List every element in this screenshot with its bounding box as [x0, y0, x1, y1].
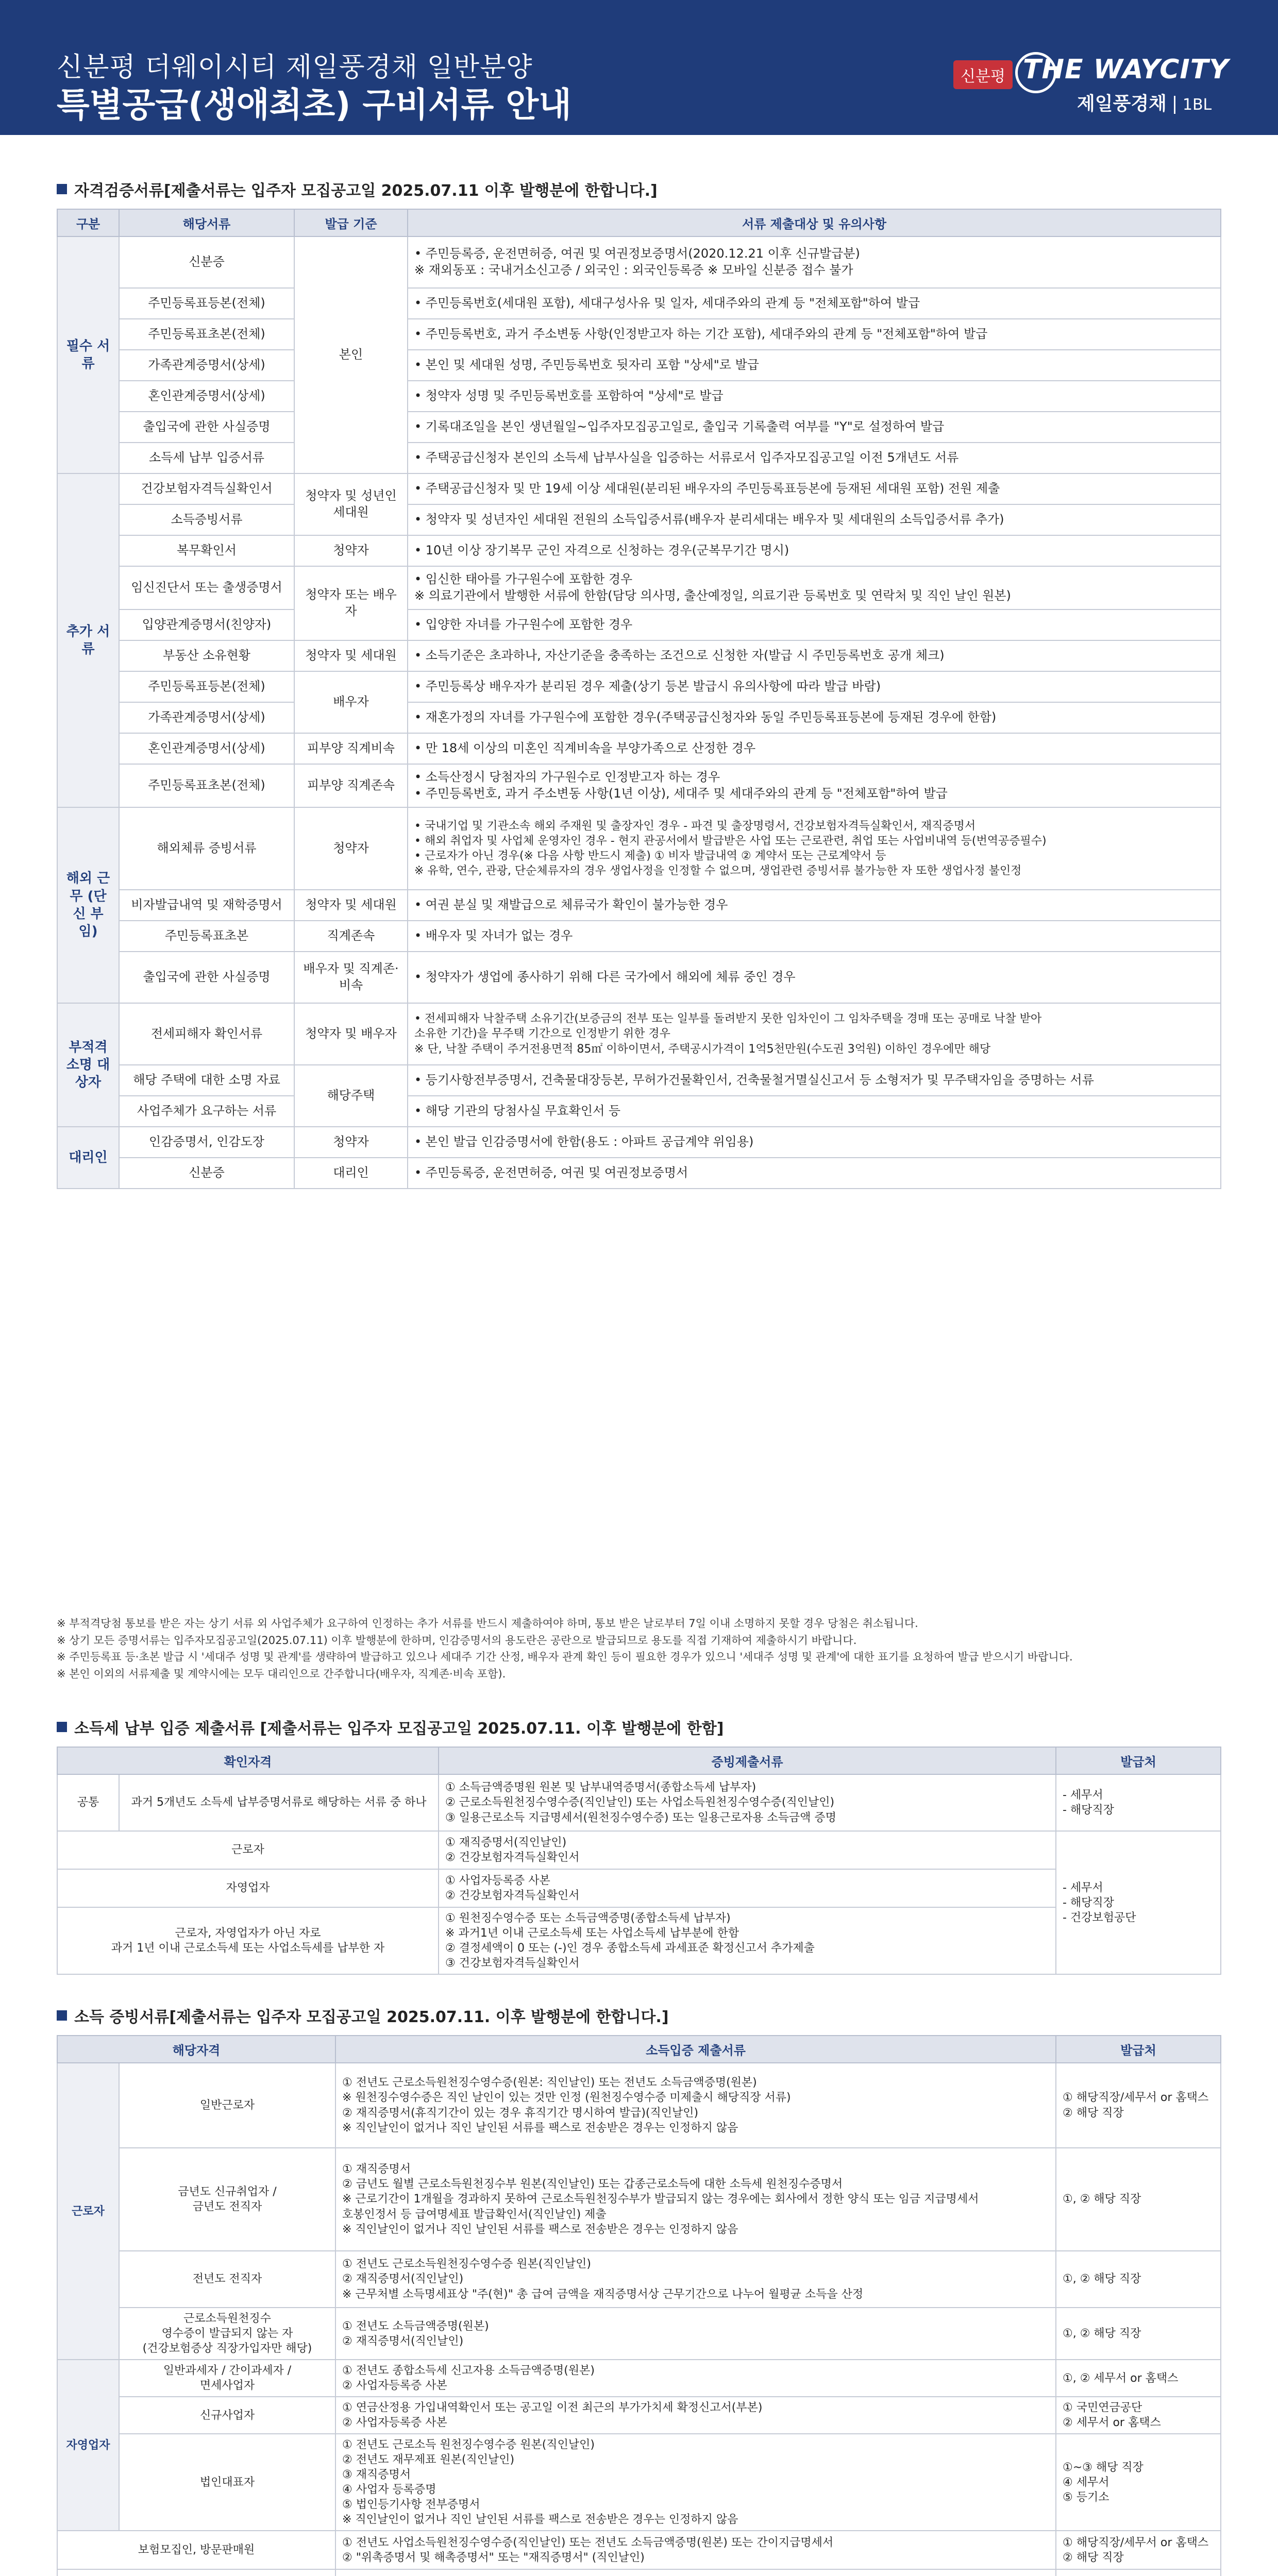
table-row [57, 733, 1221, 764]
income-proof-table [57, 2035, 1221, 2576]
section-notes [57, 1615, 1221, 1682]
table-row [57, 473, 1221, 504]
note-cell: • 국내기업 및 기관소속 해외 주재원 및 출장자인 경우 - 파견 및 출장명령서, 건강보험자격득실확인서, 재직증명서 • 해외 취업자 및 사업체 운영자인 경우 - 현지 관공서에서 발급받은 사업 또는 근로관련, 취업 또는 사업비내역 등(번역공증필수) • 근로자가 아닌 경우(※ 다음 사항 반드시 제출) ① 비자 발급내역 ② 계약서 또는 근로계약서 등 ※ 유학, 연수, 관광, 단순체류자의 경우 생업사정을 인정할 수 없으며, 생업관련 증빙서류 불가능한 자 또한 생업사정 불인정 [408, 807, 1221, 890]
doc-cell: 건강보험자격득실확인서 [119, 473, 294, 504]
brand-logo [953, 49, 1229, 116]
doc-cell: 사업주체가 요구하는 서류 [119, 1096, 294, 1127]
col-header: 발급처 [1056, 2036, 1221, 2063]
group-label: 공통 [57, 1774, 119, 1831]
col-header: 해당자격 [57, 2036, 335, 2063]
table-row [57, 1907, 1221, 1974]
col-header: 확인자격 [57, 1747, 439, 1774]
table-row [57, 412, 1221, 443]
table-row [57, 921, 1221, 952]
note-line: ※ 본인 이외의 서류제출 및 계약시에는 모두 대리인으로 간주합니다(배우자, 직계존·비속 포함). [57, 1667, 506, 1680]
note-cell: • 여권 분실 및 재발급으로 체류국가 확인이 불가능한 경우 [408, 890, 1221, 921]
doc-cell: 신분증 [119, 236, 294, 288]
table-row [57, 1127, 1221, 1158]
qual-cell: 전년도 전직자 [119, 2251, 335, 2308]
docs-cell: ① 재직증명서(직인날인) ② 건강보험자격득실확인서 [439, 1831, 1056, 1869]
doc-cell: 주민등록표초본(전체) [119, 319, 294, 350]
table-row [57, 2148, 1221, 2251]
group-label: 해외 근무 (단신 부임) [57, 807, 119, 1003]
qual-cell: 자영업자 [57, 1869, 439, 1907]
square-bullet-icon [57, 2010, 67, 2021]
table-row [57, 764, 1221, 807]
doc-cell: 혼인관계증명서(상세) [119, 733, 294, 764]
note-cell: • 10년 이상 장기복무 군인 자격으로 신청하는 경우(군복무기간 명시) [408, 535, 1221, 566]
table-row [57, 1869, 1221, 1907]
table-row [57, 952, 1221, 1003]
section-title [57, 178, 1221, 200]
basis-cell: 직계존속 [294, 921, 408, 952]
note-cell: • 본인 및 세대원 성명, 주민등록번호 뒷자리 포함 "상세"로 발급 [408, 350, 1221, 381]
table-row [57, 381, 1221, 412]
basis-cell: 청약자 [294, 535, 408, 566]
table-row [57, 807, 1221, 890]
note-cell: • 주택공급신청자 본인의 소득세 납부사실을 입증하는 서류로서 입주자모집공고일 이전 5개년도 서류 [408, 443, 1221, 473]
logo-badge: 신분평 [953, 60, 1013, 89]
table-header-row [57, 2036, 1221, 2063]
issuer-cell: ① 해당직장/세무서 or 홈택스 ② 해당 직장 [1056, 2063, 1221, 2148]
docs-cell: ① 전년도 근로소득 원천징수영수증 원본(직인날인) ② 전년도 재무제표 원본(직인날인) ③ 재직증명서 ④ 사업자 등록증명 ⑤ 법인등기사항 전부증명서 ※ 직인날인이 없거나 직인 날인된 서류를 팩스로 전송받은 경우는 인정하지 않음 [335, 2434, 1056, 2531]
doc-cell: 해당 주택에 대한 소명 자료 [119, 1065, 294, 1096]
table-header-row [57, 209, 1221, 236]
issuer-cell: ①, ② 해당 직장 [1056, 2251, 1221, 2308]
income-tax-table [57, 1747, 1221, 1975]
doc-cell: 혼인관계증명서(상세) [119, 381, 294, 412]
doc-cell: 비자발급내역 및 재학증명서 [119, 890, 294, 921]
group-label: 부적격 소명 대상자 [57, 1003, 119, 1127]
logo-sub [1077, 89, 1212, 115]
issuer-cell: ①, ② 해당 직장 [1056, 2148, 1221, 2251]
table-row [57, 288, 1221, 319]
table-row [57, 566, 1221, 609]
issuer-cell [1056, 2569, 1221, 2576]
basis-cell: 피부양 직계비속 [294, 733, 408, 764]
note-cell: • 주민등록상 배우자가 분리된 경우 제출(상기 등본 발급시 유의사항에 따라 발급 바람) [408, 671, 1221, 702]
docs-cell: ① 전년도 종합소득세 신고자용 소득금액증명(원본) ② 사업자등록증 사본 [335, 2360, 1056, 2397]
note-cell: • 입양한 자녀를 가구원수에 포함한 경우 [408, 609, 1221, 640]
page-header [0, 0, 1278, 135]
basis-cell: 청약자 [294, 807, 408, 890]
section-qualification-docs [57, 178, 1221, 1189]
table-row [57, 2360, 1221, 2397]
basis-cell: 해당주택 [294, 1065, 408, 1127]
doc-cell: 임신진단서 또는 출생증명서 [119, 566, 294, 609]
section-title-text: 자격검증서류[제출서류는 입주자 모집공고일 2025.07.11 이후 발행분에 한합니다.] [74, 182, 658, 200]
table-row [57, 2063, 1221, 2148]
note-cell: • 주민등록증, 운전면허증, 여권 및 여권정보증명서(2020.12.21 이후 신규발급분) ※ 재외동포 : 국내거소신고증 / 외국인 : 외국인등록증 ※ 모바일 신분증 접수 불가 [408, 236, 1221, 288]
doc-cell: 부동산 소유현황 [119, 640, 294, 671]
section-title-text: 소득세 납부 입증 제출서류 [제출서류는 입주자 모집공고일 2025.07.11. 이후 발행분에 한함] [74, 1720, 724, 1738]
section-title [57, 1716, 1221, 1738]
qual-cell: 근로자, 자영업자가 아닌 자로 과거 1년 이내 근로소득세 또는 사업소득세를 납부한 자 [57, 1907, 439, 1974]
note-cell: • 주민등록번호(세대원 포함), 세대구성사유 및 일자, 세대주와의 관계 등 "전체포함"하여 발급 [408, 288, 1221, 319]
note-cell: • 만 18세 이상의 미혼인 직계비속을 부양가족으로 산정한 경우 [408, 733, 1221, 764]
table-row [57, 535, 1221, 566]
qual-cell: 법인대표자 [119, 2434, 335, 2531]
doc-cell: 소득세 납부 입증서류 [119, 443, 294, 473]
page-subtitle: 신분평 더웨이시티 제일풍경채 일반분양 [57, 52, 533, 83]
group-label: 근로자 [57, 2063, 119, 2360]
table-row [57, 1096, 1221, 1127]
docs-cell: ① 사업자등록증 사본 ② 건강보험자격득실확인서 [439, 1869, 1056, 1907]
issuer-cell: ① 국민연금공단 ② 세무서 or 홈택스 [1056, 2397, 1221, 2434]
doc-cell: 신분증 [119, 1158, 294, 1189]
logo-sub-text: 제일풍경채 [1077, 93, 1167, 114]
basis-cell: 청약자 및 세대원 [294, 640, 408, 671]
square-bullet-icon [57, 1722, 67, 1732]
qual-cell: 일반과세자 / 간이과세자 / 면세사업자 [119, 2360, 335, 2397]
table-row [57, 702, 1221, 733]
note-line: ※ 상기 모든 증명서류는 입주자모집공고일(2025.07.11) 이후 발행분에 한하며, 인감증명서의 용도란은 공란으로 발급되므로 용도를 직접 기재하여 제출하시기 바랍니다. [57, 1634, 857, 1647]
note-cell: • 주민등록증, 운전면허증, 여권 및 여권정보증명서 [408, 1158, 1221, 1189]
issuer-cell: ①, ② 세무서 or 홈택스 [1056, 2360, 1221, 2397]
table-row [57, 319, 1221, 350]
table-header-row [57, 1747, 1221, 1774]
issuer-cell: ① 해당직장/세무서 or 홈택스 ② 해당 직장 [1056, 2531, 1221, 2569]
doc-cell: 주민등록표등본(전체) [119, 288, 294, 319]
page-title: 특별공급(생애최초) 구비서류 안내 [57, 85, 571, 125]
docs-cell: ① 원천징수영수증 또는 소득금액증명(종합소득세 납부자) ※ 과거1년 이내 근로소득세 또는 사업소득세 납부분에 한함 ② 결정세액이 0 또는 (-)인 경우 종합소득세 과세표준 확정신고서 추가제출 ③ 건강보험자격득실확인서 [439, 1907, 1056, 1974]
col-header: 소득입증 제출서류 [335, 2036, 1056, 2063]
group-label: 대리인 [57, 1127, 119, 1189]
note-cell: • 등기사항전부증명서, 건축물대장등본, 무허가건물확인서, 건축물철거멸실신고서 등 소형저가 및 무주택자임을 증명하는 서류 [408, 1065, 1221, 1096]
basis-cell: 청약자 또는 배우자 [294, 566, 408, 640]
basis-cell: 배우자 [294, 671, 408, 733]
table-row [57, 350, 1221, 381]
qual-cell: 근로소득원천징수 영수증이 발급되지 않는 자 (건강보험증상 직장가입자만 해당) [119, 2308, 335, 2360]
issuer-cell: - 세무서 - 해당직장 - 건강보험공단 [1056, 1831, 1221, 1974]
note-cell: • 청약자 성명 및 주민등록번호를 포함하여 "상세"로 발급 [408, 381, 1221, 412]
col-header: 구분 [57, 209, 119, 236]
doc-cell: 입양관계증명서(친양자) [119, 609, 294, 640]
table-row [57, 2531, 1221, 2569]
table-row [57, 609, 1221, 640]
section-title [57, 2004, 1221, 2027]
basis-cell: 청약자 [294, 1127, 408, 1158]
table-row [57, 2569, 1221, 2576]
note-cell: • 주민등록번호, 과거 주소변동 사항(인정받고자 하는 기간 포함), 세대주와의 관계 등 "전체포함"하여 발급 [408, 319, 1221, 350]
qual-cell: 금년도 신규취업자 / 금년도 전직자 [119, 2148, 335, 2251]
doc-cell: 주민등록표초본(전체) [119, 764, 294, 807]
table-row [57, 1774, 1221, 1831]
note-cell: • 전세피해자 낙찰주택 소유기간(보증금의 전부 또는 일부를 돌려받지 못한 임차인이 그 임차주택을 경매 또는 공매로 낙찰 받아 소유한 기간)을 무주택 기간으로 인정받기 위한 경우 ※ 단, 낙찰 주택이 주거전용면적 85㎡ 이하이면서, 주택공시가격이 1억5천만원(수도권 3억원) 이하인 경우에만 해당 [408, 1003, 1221, 1065]
docs-cell: ① 전년도 근로소득원천징수영수증 원본(직인날인) ② 재직증명서(직인날인) ※ 근무처별 소득명세표상 "주(현)" 총 급여 금액을 재직증명서상 근무기간으로 나누어 월평균 소득을 산정 [335, 2251, 1056, 2308]
col-header: 발급처 [1056, 1747, 1221, 1774]
note-cell: • 본인 발급 인감증명서에 한함(용도 : 아파트 공급계약 위임용) [408, 1127, 1221, 1158]
doc-cell: 주민등록표등본(전체) [119, 671, 294, 702]
basis-cell: 청약자 및 배우자 [294, 1003, 408, 1065]
basis-cell: 청약자 및 세대원 [294, 890, 408, 921]
qual-cell [57, 2569, 335, 2576]
section-income-proof-docs [57, 2004, 1221, 2576]
issuer-cell: ①~③ 해당 직장 ④ 세무서 ⑤ 등기소 [1056, 2434, 1221, 2531]
docs-cell: ① 연금산정용 가입내역확인서 또는 공고일 이전 최근의 부가가치세 확정신고서(부본) ② 사업자등록증 사본 [335, 2397, 1056, 2434]
col-header: 해당서류 [119, 209, 294, 236]
table-row [57, 1158, 1221, 1189]
note-cell: • 해당 기관의 당첨사실 무효확인서 등 [408, 1096, 1221, 1127]
col-header: 발급 기준 [294, 209, 408, 236]
logo-wordmark: THE WAYCITY [1023, 54, 1229, 85]
note-cell: • 기록대조일을 본인 생년월일~입주자모집공고일로, 출입국 기록출력 여부를 "Y"로 설정하여 발급 [408, 412, 1221, 443]
docs-cell: ① 전년도 소득금액증명(원본) ② 재직증명서(직인날인) [335, 2308, 1056, 2360]
table-row [57, 2397, 1221, 2434]
note-line: ※ 부적격당첨 통보를 받은 자는 상기 서류 외 사업주체가 요구하여 인정하는 추가 서류를 반드시 제출하여야 하며, 통보 받은 날로부터 7일 이내 소명하지 못할 경우 당첨은 취소됩니다. [57, 1617, 918, 1630]
qual-cell: 신규사업자 [119, 2397, 335, 2434]
docs-cell [335, 2569, 1056, 2576]
table-row [57, 1003, 1221, 1065]
note-cell: • 재혼가정의 자녀를 가구원수에 포함한 경우(주택공급신청자와 동일 주민등록표등본에 등재된 경우에 한함) [408, 702, 1221, 733]
table-row [57, 1065, 1221, 1096]
doc-cell: 인감증명서, 인감도장 [119, 1127, 294, 1158]
group-label: 필수 서류 [57, 236, 119, 473]
col-header: 증빙제출서류 [439, 1747, 1056, 1774]
note-line: ※ 주민등록표 등·초본 발급 시 '세대주 성명 및 관계'를 생략하여 발급하고 있으나 세대주 기간 산정, 배우자 관계 확인 등이 필요한 경우가 있으니 '세대주 성명 및 관계'에 대한 표기를 요청하여 발급 받으시기 바랍니다. [57, 1651, 1073, 1664]
note-cell: • 소득기준은 초과하나, 자산기준을 충족하는 조건으로 신청한 자(발급 시 주민등록번호 공개 체크) [408, 640, 1221, 671]
table-row [57, 2308, 1221, 2360]
logo-block: 1BL [1174, 96, 1212, 114]
qual-cell: 보험모집인, 방문판매원 [57, 2531, 335, 2569]
doc-cell: 출입국에 관한 사실증명 [119, 952, 294, 1003]
basis-cell: 대리인 [294, 1158, 408, 1189]
doc-cell: 해외체류 증빙서류 [119, 807, 294, 890]
table-row [57, 2251, 1221, 2308]
group-label: 자영업자 [57, 2360, 119, 2531]
section-title-text: 소득 증빙서류[제출서류는 입주자 모집공고일 2025.07.11. 이후 발행분에 한합니다.] [74, 2008, 669, 2026]
group-label: 추가 서류 [57, 473, 119, 807]
basis-cell: 청약자 및 성년인 세대원 [294, 473, 408, 535]
note-cell: • 청약자가 생업에 종사하기 위해 다른 국가에서 해외에 체류 중인 경우 [408, 952, 1221, 1003]
table-row [57, 236, 1221, 288]
basis-cell: 피부양 직계존속 [294, 764, 408, 807]
basis-cell: 배우자 및 직계존·비속 [294, 952, 408, 1003]
doc-cell: 소득증빙서류 [119, 504, 294, 535]
square-bullet-icon [57, 184, 67, 194]
section-income-tax-docs [57, 1716, 1221, 1975]
docs-cell: ① 전년도 근로소득원천징수영수증(원본: 직인날인) 또는 전년도 소득금액증명(원본) ※ 원천징수영수증은 직인 날인이 있는 것만 인정 (원천징수영수증 미제출시 해당직장 서류) ② 재직증명서(휴직기간이 있는 경우 휴직기간 명시하여 발급)(직인날인) ※ 직인날인이 없거나 직인 날인된 서류를 팩스로 전송받은 경우는 인정하지 않음 [335, 2063, 1056, 2148]
table-row [57, 1831, 1221, 1869]
table-row [57, 2434, 1221, 2531]
note-cell: • 주택공급신청자 및 만 19세 이상 세대원(분리된 배우자의 주민등록표등본에 등재된 세대원 포함) 전원 제출 [408, 473, 1221, 504]
doc-cell: 복무확인서 [119, 535, 294, 566]
qual-cell: 과거 5개년도 소득세 납부증명서류로 해당하는 서류 중 하나 [119, 1774, 439, 1831]
doc-cell: 가족관계증명서(상세) [119, 350, 294, 381]
note-cell: • 소득산정시 당첨자의 가구원수로 인정받고자 하는 경우 • 주민등록번호, 과거 주소변동 사항(1년 이상), 세대주 및 세대주와의 관계 등 "전체포함"하여 발급 [408, 764, 1221, 807]
table-row [57, 640, 1221, 671]
issuer-cell: ①, ② 해당 직장 [1056, 2308, 1221, 2360]
qualification-table [57, 209, 1221, 1189]
table-row [57, 504, 1221, 535]
doc-cell: 주민등록표초본 [119, 921, 294, 952]
docs-cell: ① 재직증명서 ② 금년도 월별 근로소득원천징수부 원본(직인날인) 또는 갑종근로소득에 대한 소득세 원천징수증명서 ※ 근로기간이 1개월을 경과하지 못하여 근로소득원천징수부가 발급되지 않는 경우에는 회사에서 정한 양식 또는 임금 지급명세서 호봉인정서 등 급여명세표 발급확인서(직인날인) 제출 ※ 직인날인이 없거나 직인 날인된 서류를 팩스로 전송받은 경우는 인정하지 않음 [335, 2148, 1056, 2251]
docs-cell: ① 전년도 사업소득원천징수영수증(직인날인) 또는 전년도 소득금액증명(원본) 또는 간이지급명세서 ② "위촉증명서 및 해촉증명서" 또는 "재직증명서" (직인날인) [335, 2531, 1056, 2569]
doc-cell: 출입국에 관한 사실증명 [119, 412, 294, 443]
issuer-cell: - 세무서 - 해당직장 [1056, 1774, 1221, 1831]
doc-cell: 전세피해자 확인서류 [119, 1003, 294, 1065]
table-row [57, 443, 1221, 473]
table-row [57, 890, 1221, 921]
basis-cell: 본인 [294, 236, 408, 473]
note-cell: • 임신한 태아를 가구원수에 포함한 경우 ※ 의료기관에서 발행한 서류에 한함(담당 의사명, 출산예정일, 의료기관 등록번호 및 연락처 및 직인 날인 원본) [408, 566, 1221, 609]
col-header: 서류 제출대상 및 유의사항 [408, 209, 1221, 236]
docs-cell: ① 소득금액증명원 원본 및 납부내역증명서(종합소득세 납부자) ② 근로소득원천징수영수증(직인날인) 또는 사업소득원천징수영수증(직인날인) ③ 일용근로소득 지급명세서(원천징수영수증) 또는 일용근로자용 소득금액 증명 [439, 1774, 1056, 1831]
qual-cell: 근로자 [57, 1831, 439, 1869]
table-row [57, 671, 1221, 702]
doc-cell: 가족관계증명서(상세) [119, 702, 294, 733]
note-cell: • 청약자 및 성년자인 세대원 전원의 소득입증서류(배우자 분리세대는 배우자 및 세대원의 소득입증서류 추가) [408, 504, 1221, 535]
qual-cell: 일반근로자 [119, 2063, 335, 2148]
note-cell: • 배우자 및 자녀가 없는 경우 [408, 921, 1221, 952]
